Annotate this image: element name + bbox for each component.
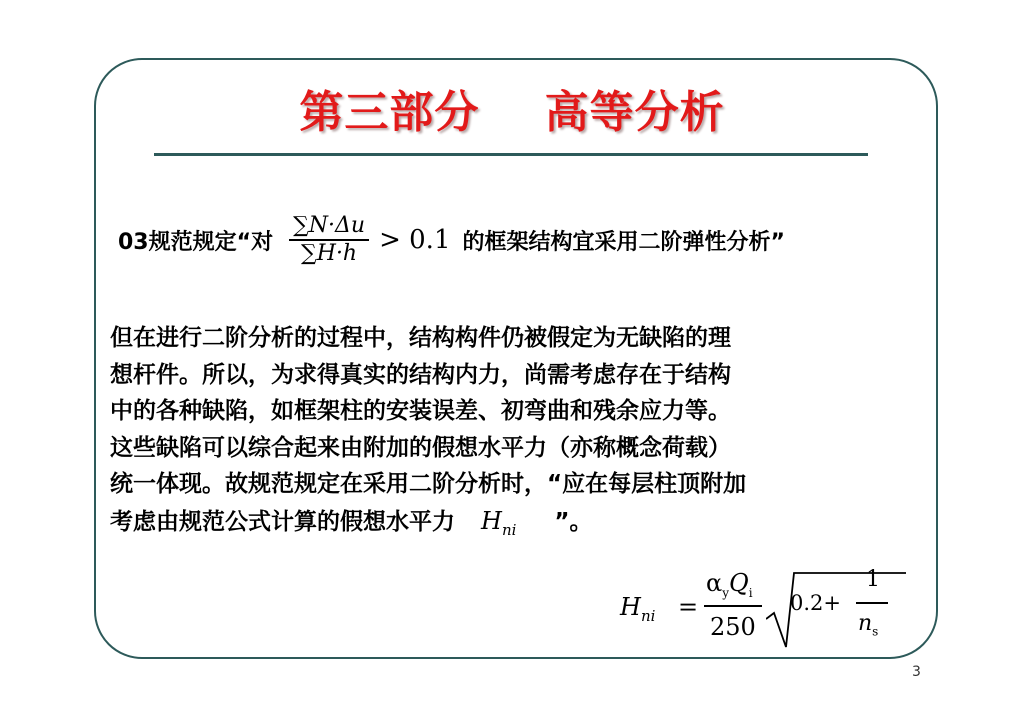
provision-prefix: 03规范规定“对 <box>118 229 274 255</box>
paragraph-line: 这些缺陷可以综合起来由附加的假想水平力（亦称概念荷载） <box>110 434 731 461</box>
fraction-denominator: ∑H·h <box>301 240 358 266</box>
ratio-fraction <box>289 213 369 267</box>
title-divider <box>154 153 868 156</box>
sqrt-constant: 0.2+ <box>790 591 841 615</box>
sqrt-fraction-denominator: $n_s$ <box>858 611 879 639</box>
formula-denominator: 250 <box>710 613 756 641</box>
provision-suffix: 的框架结构宜采用二阶弹性分析” <box>462 229 785 255</box>
notional-load-formula <box>620 567 900 651</box>
fraction-numerator: ∑N·Δu <box>293 213 366 239</box>
last-line-prefix: 考虑由规范公式计算的假想水平力 <box>110 508 455 535</box>
paragraph-line: 中的各种缺陷，如框架柱的安装误差、初弯曲和残余应力等。 <box>110 398 731 424</box>
paragraph-line: 想杆件。所以，为求得真实的结构内力，尚需考虑存在于结构 <box>110 361 731 388</box>
paragraph-last-line <box>110 503 930 548</box>
formula-equals: = <box>678 593 699 621</box>
hni-inline-symbol: $H_{ni}$ <box>481 506 517 539</box>
last-line-suffix: ”。 <box>554 508 593 535</box>
explanation-paragraph <box>110 320 930 548</box>
paragraph-line: 但在进行二阶分析的过程中，结构构件仍被假定为无缺陷的理 <box>110 325 731 351</box>
paragraph-line: 统一体现。故规范规定在采用二阶分析时，“应在每层柱顶附加 <box>110 471 747 497</box>
code-provision-line <box>118 210 938 270</box>
slide-title: 第三部分 高等分析 <box>299 87 725 138</box>
formula-lhs: $H_{ni}$ <box>620 593 656 625</box>
formula-fraction-bar <box>704 605 762 607</box>
sqrt-fraction-bar <box>856 602 888 604</box>
comparison-text: > 0.1 <box>379 225 451 255</box>
formula-numerator: $\alpha_yQ_i$ <box>706 569 753 600</box>
sqrt-fraction-numerator: 1 <box>866 567 880 592</box>
page-number: 3 <box>912 664 921 680</box>
